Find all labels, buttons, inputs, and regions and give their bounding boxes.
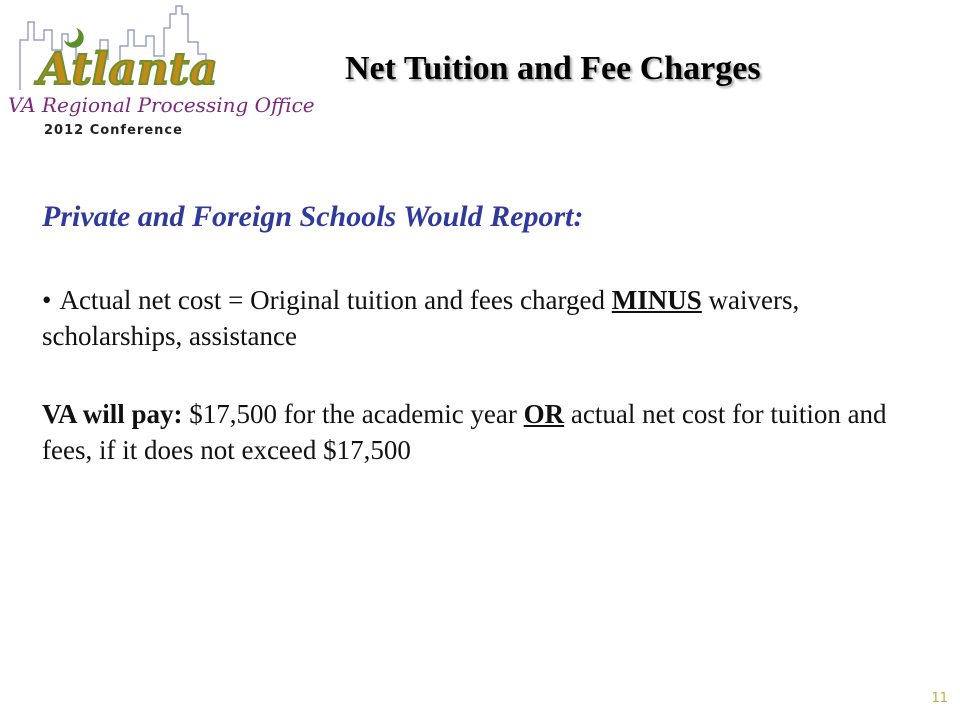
section-subheading: Private and Foreign Schools Would Report: [42,200,584,233]
bullet-item [42,282,912,354]
page-number: 11 [931,691,948,706]
conference-logo [0,0,315,148]
bullet-text-before: Actual net cost = Original tuition and fees charged [59,285,612,315]
bullet-emphasis: MINUS [611,285,702,315]
atlanta-skyline-logo [0,0,315,148]
logo-conference-text: 2012 Conference [44,123,183,138]
logo-office-text: VA Regional Processing Office [8,93,315,117]
va-pay-statement [42,396,922,468]
slide-title: Net Tuition and Fee Charges [345,50,761,87]
bullet-marker: • [42,285,52,315]
va-pay-text-before: $17,500 for the academic year [182,399,524,429]
va-pay-text-after: actual net cost for tuition and fees, if it does not exceed $17,500 [42,399,887,465]
bullet-text-after: waivers, scholarships, assistance [42,285,800,351]
va-pay-label: VA will pay: [42,399,183,429]
va-pay-emphasis: OR [523,399,565,429]
logo-city-text: Atlanta [38,44,218,95]
